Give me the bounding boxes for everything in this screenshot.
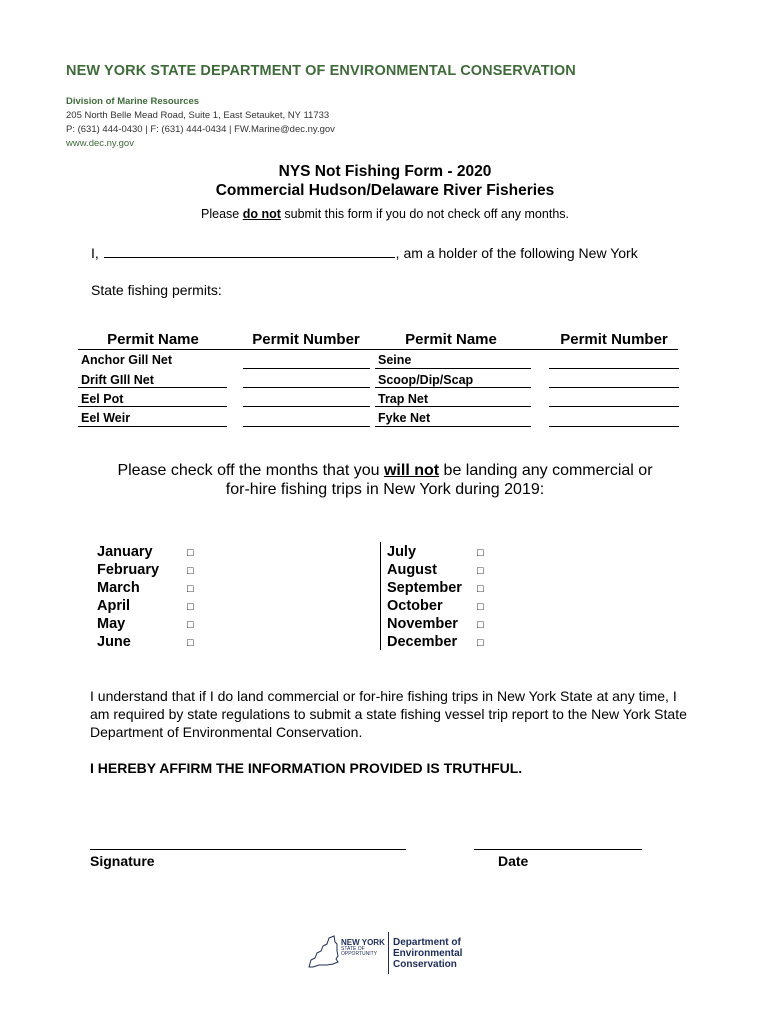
new-york-state-map-icon <box>307 934 341 970</box>
dec-footer-logo <box>307 928 467 976</box>
permit-scoop-dip-scap: Scoop/Dip/Scap <box>378 373 474 387</box>
form-title: NYS Not Fishing Form - 2020 <box>278 163 492 180</box>
month-march: March <box>97 580 140 596</box>
website-link[interactable]: www.dec.ny.gov <box>66 138 134 149</box>
agency-name: NEW YORK STATE DEPARTMENT OF ENVIRONMENTAL CONSERVATION <box>66 63 576 79</box>
date-field[interactable] <box>474 849 642 850</box>
row-rule <box>78 387 227 388</box>
ny-tagline-1: STATE OF <box>341 946 365 952</box>
form-note-start: Please <box>201 207 243 221</box>
dept-line-1: Department of <box>393 937 461 948</box>
logo-divider <box>388 932 389 974</box>
checkbox-february[interactable]: □ <box>187 565 194 577</box>
permit-number-field[interactable] <box>549 387 679 388</box>
form-note-emphasis: do not <box>242 207 281 221</box>
header-permit-name-left: Permit Name <box>107 331 199 348</box>
month-july: July <box>387 544 417 560</box>
month-december: December <box>387 634 458 650</box>
checkbox-september[interactable]: □ <box>477 583 484 595</box>
row-rule <box>78 426 227 427</box>
permits-label: State fishing permits: <box>91 282 222 298</box>
header-permit-number-right: Permit Number <box>560 331 668 348</box>
form-note-end: submit this form if you do not check off any months. <box>280 207 569 221</box>
division-name: Division of Marine Resources <box>66 96 200 107</box>
months-instructions-line1 <box>0 461 770 480</box>
permit-eel-pot: Eel Pot <box>81 392 124 406</box>
holder-prefix: I, <box>91 245 99 261</box>
row-rule <box>375 426 531 427</box>
checkbox-april[interactable]: □ <box>187 601 194 613</box>
months-instructions <box>0 461 770 499</box>
checkbox-june[interactable]: □ <box>187 637 194 649</box>
checkbox-july[interactable]: □ <box>477 547 484 559</box>
month-april: April <box>97 598 131 614</box>
months-text-emphasis: will not <box>383 462 440 479</box>
month-february: February <box>97 562 160 578</box>
month-august: August <box>387 562 437 578</box>
permit-number-field[interactable] <box>549 368 679 369</box>
row-rule <box>375 368 531 369</box>
holder-statement <box>91 244 638 261</box>
permit-number-field[interactable] <box>243 368 370 369</box>
permit-anchor-gill-net: Anchor Gill Net <box>81 353 172 367</box>
row-rule <box>375 406 531 407</box>
date-label: Date <box>498 853 529 869</box>
permit-number-field[interactable] <box>549 426 679 427</box>
checkbox-august[interactable]: □ <box>477 565 484 577</box>
header-permit-number-left: Permit Number <box>252 331 360 348</box>
month-november: November <box>387 616 458 632</box>
checkbox-march[interactable]: □ <box>187 583 194 595</box>
affirmation: I HEREBY AFFIRM THE INFORMATION PROVIDED IS TRUTHFUL. <box>90 760 523 776</box>
months-text-start: Please check off the months that you <box>117 462 384 479</box>
permit-trap-net: Trap Net <box>378 392 429 406</box>
holder-suffix: , am a holder of the following New York <box>395 245 638 261</box>
permit-number-field[interactable] <box>243 426 370 427</box>
months-instructions-line2: for-hire fishing trips in New York during 2019: <box>225 481 545 498</box>
signature-field[interactable] <box>90 849 406 850</box>
row-rule <box>78 406 227 407</box>
months-text-end: be landing any commercial or <box>439 462 653 479</box>
permit-number-field[interactable] <box>243 387 370 388</box>
contact-line: P: (631) 444-0430 | F: (631) 444-0434 | FW.Marine@dec.ny.gov <box>66 124 335 135</box>
signature-label: Signature <box>90 853 155 869</box>
ny-tagline-2: OPPORTUNITY <box>341 951 378 957</box>
form-subtitle: Commercial Hudson/Delaware River Fisheries <box>215 182 555 199</box>
form-note <box>0 207 770 221</box>
address-line: 205 North Belle Mead Road, Suite 1, East Setauket, NY 11733 <box>66 110 330 121</box>
reporting-statement: I understand that if I do land commercial or for-hire fishing trips in New York State at any time, I am required by state regulations to submit a state fishing vessel trip report to the New York State Department of Environmental Conservation. <box>90 688 687 740</box>
month-june: June <box>97 634 131 650</box>
dept-line-3: Conservation <box>393 959 457 970</box>
row-rule <box>375 387 531 388</box>
checkbox-november[interactable]: □ <box>477 619 484 631</box>
permit-number-field[interactable] <box>243 406 370 407</box>
table-header-rule <box>78 349 678 350</box>
header-permit-name-right: Permit Name <box>405 331 497 348</box>
permit-number-field[interactable] <box>549 406 679 407</box>
month-january: January <box>97 544 153 560</box>
checkbox-january[interactable]: □ <box>187 547 194 559</box>
month-october: October <box>387 598 443 614</box>
checkbox-december[interactable]: □ <box>477 637 484 649</box>
permit-fyke-net: Fyke Net <box>378 411 431 425</box>
permit-eel-weir: Eel Weir <box>81 411 131 425</box>
permit-seine: Seine <box>378 353 412 367</box>
checkbox-may[interactable]: □ <box>187 619 194 631</box>
month-september: September <box>387 580 462 596</box>
dept-line-2: Environmental <box>393 948 463 959</box>
holder-name-field[interactable] <box>104 244 395 258</box>
ny-wordmark: NEW YORK <box>341 938 385 947</box>
checkbox-october[interactable]: □ <box>477 601 484 613</box>
months-divider <box>380 542 381 650</box>
month-may: May <box>97 616 126 632</box>
permit-drift-gill-net: Drift GIll Net <box>81 373 154 387</box>
